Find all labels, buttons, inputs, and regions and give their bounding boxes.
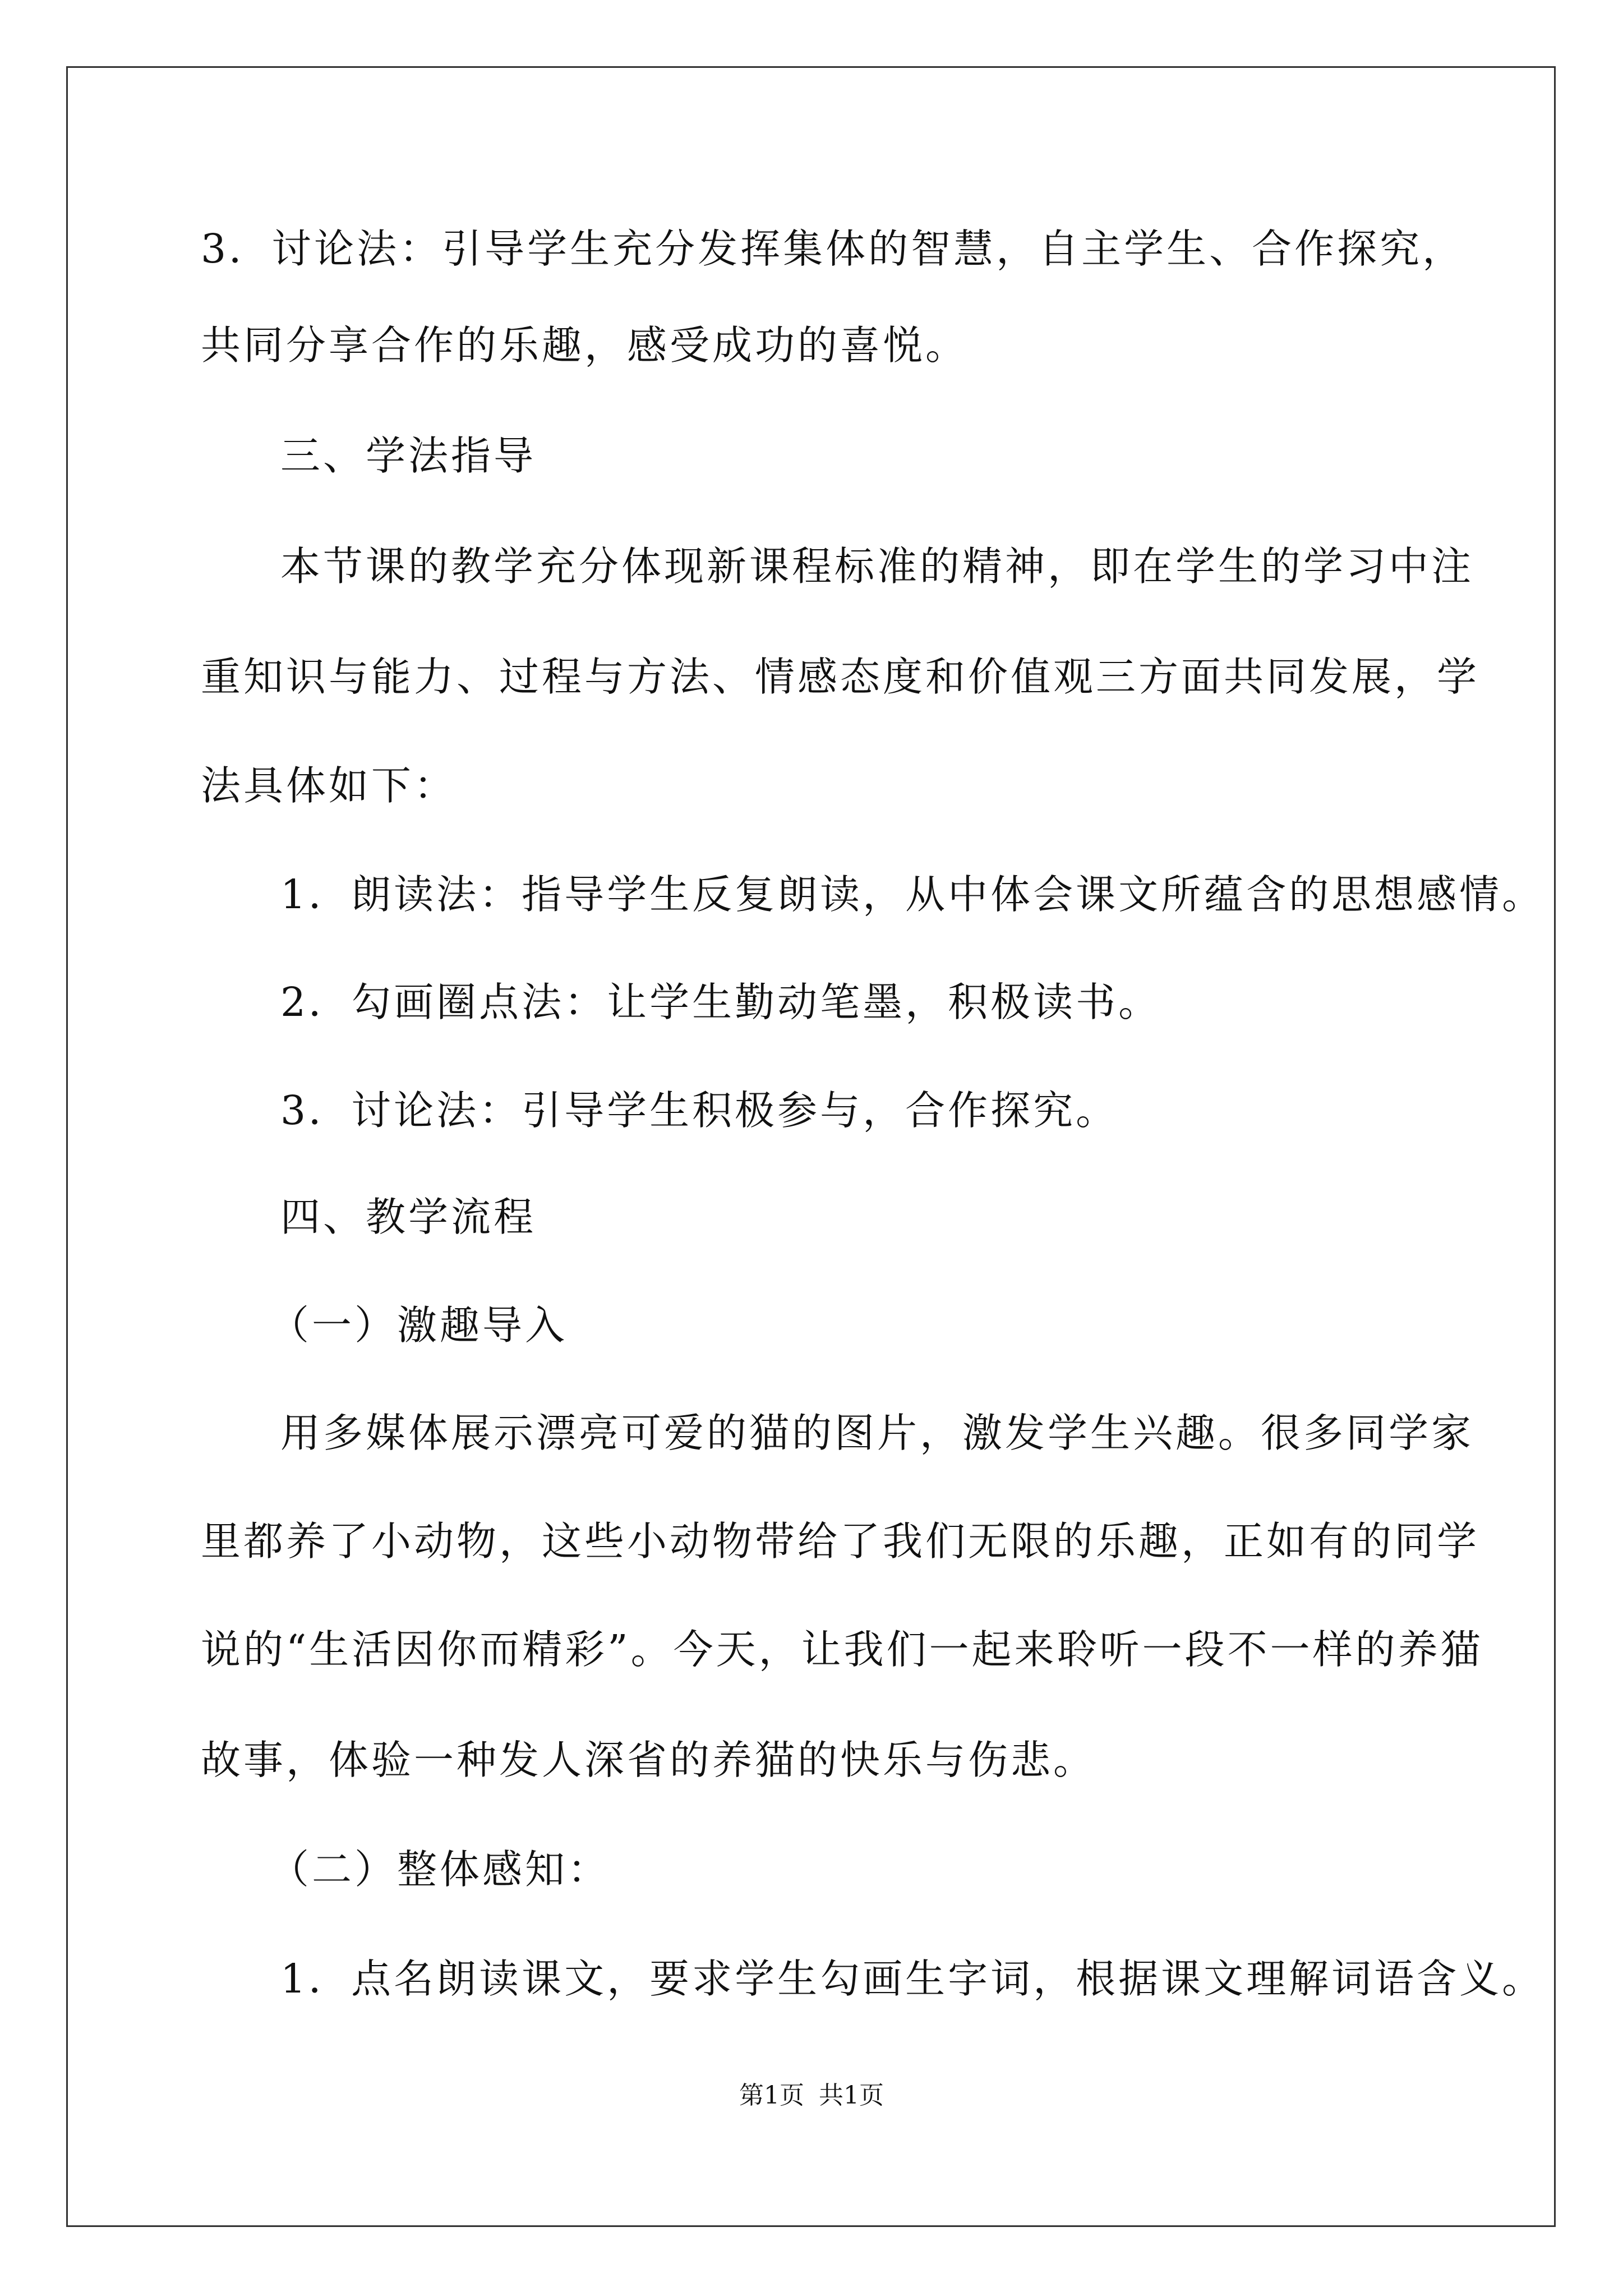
paragraph-line: 里都养了小动物，这些小动物带给了我们无限的乐趣，正如有的同学 (201, 1518, 1480, 1565)
paragraph-line: 3．讨论法：引导学生充分发挥集体的智慧，自主学生、合作探究， (201, 226, 1465, 272)
paragraph-line: 法具体如下： (201, 762, 457, 809)
subsection-heading: （二）整体感知： (269, 1846, 611, 1893)
paragraph-line: 共同分享合作的乐趣，感受成功的喜悦。 (201, 322, 969, 369)
paragraph-line: 说的“生活因你而精彩”。今天，让我们一起来聆听一段不一样的养猫 (201, 1626, 1483, 1673)
paragraph-line: 重知识与能力、过程与方法、情感态度和价值观三方面共同发展，学 (201, 654, 1480, 700)
paragraph-line: 1．点名朗读课文，要求学生勾画生字词，根据课文理解词语含义。 (280, 1955, 1545, 2002)
paragraph-line: 2．勾画圈点法：让学生勤动笔墨，积极读书。 (280, 979, 1161, 1025)
section-heading: 三、学法指导 (280, 432, 537, 479)
page-footer (0, 2080, 1623, 2111)
page-number: 第1页 (739, 2081, 804, 2110)
page-border (66, 66, 1556, 2227)
paragraph-line: 1．朗读法：指导学生反复朗读，从中体会课文所蕴含的思想感情。 (280, 871, 1545, 918)
section-heading: 四、教学流程 (280, 1194, 537, 1240)
subsection-heading: （一）激趣导入 (269, 1302, 568, 1349)
paragraph-line: 故事，体验一种发人深省的养猫的快乐与伤悲。 (201, 1737, 1096, 1783)
paragraph-line: 用多媒体展示漂亮可爱的猫的图片，激发学生兴趣。很多同学家 (280, 1410, 1474, 1456)
paragraph-line: 3．讨论法：引导学生积极参与，合作探究。 (280, 1087, 1119, 1134)
page-total: 共1页 (819, 2081, 884, 2110)
paragraph-line: 本节课的教学充分体现新课程标准的精神，即在学生的学习中注 (280, 543, 1474, 590)
